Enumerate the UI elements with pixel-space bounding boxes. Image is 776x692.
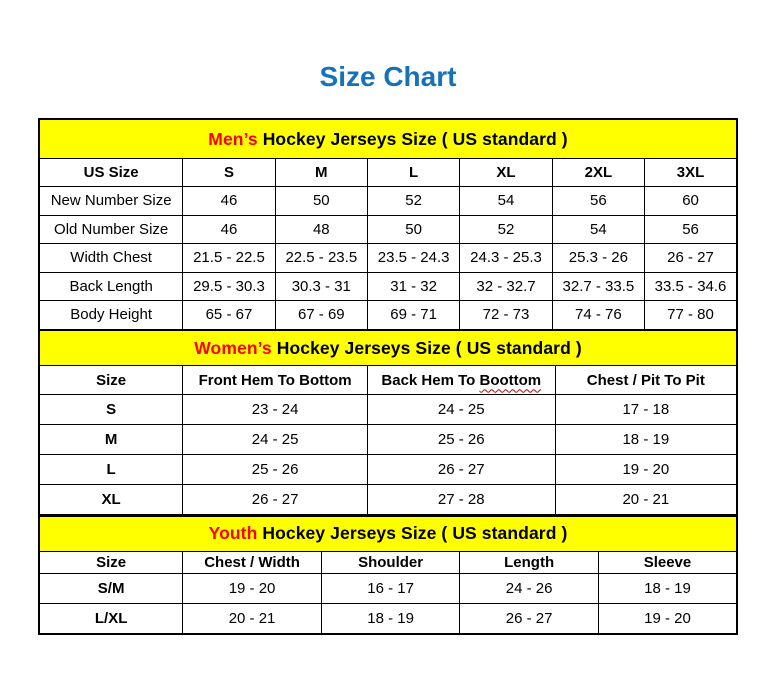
data-cell: 67 - 69: [275, 301, 367, 330]
youth-col-header: Length: [460, 551, 599, 573]
misspelled-word-squiggle: Boottom: [479, 371, 542, 389]
data-cell: 26 - 27: [367, 455, 555, 485]
womens-size-table: [38, 329, 738, 516]
data-cell: 21.5 - 22.5: [183, 244, 275, 273]
data-cell: 24 - 25: [183, 425, 368, 455]
data-cell: 20 - 21: [555, 485, 737, 516]
mens-col-header: S: [183, 159, 275, 187]
data-cell: 18 - 19: [555, 425, 737, 455]
data-cell: 46: [183, 215, 275, 244]
data-cell: 19 - 20: [183, 573, 322, 603]
row-label: S/M: [39, 573, 183, 603]
data-cell: 32.7 - 33.5: [552, 272, 644, 301]
row-label: Body Height: [39, 301, 183, 330]
mens-banner-highlight: Men’s: [208, 128, 258, 149]
data-cell: 46: [183, 187, 275, 216]
womens-col-header: Chest / Pit To Pit: [555, 366, 737, 395]
table-row: [39, 603, 737, 634]
data-cell: 26 - 27: [645, 244, 737, 273]
data-cell: 69 - 71: [367, 301, 459, 330]
mens-col-header: M: [275, 159, 367, 187]
youth-banner-row: [39, 516, 737, 552]
womens-header-row: [39, 366, 737, 395]
womens-col-header: Front Hem To Bottom: [183, 366, 368, 395]
mens-banner-row: [39, 119, 737, 159]
data-cell: 24.3 - 25.3: [460, 244, 552, 273]
data-cell: 77 - 80: [645, 301, 737, 330]
data-cell: 31 - 32: [367, 272, 459, 301]
table-row: [39, 301, 737, 330]
youth-col-header: Size: [39, 551, 183, 573]
data-cell: 23.5 - 24.3: [367, 244, 459, 273]
row-label: Back Length: [39, 272, 183, 301]
data-cell: 24 - 25: [367, 395, 555, 425]
row-label: L/XL: [39, 603, 183, 634]
data-cell: 17 - 18: [555, 395, 737, 425]
table-row: [39, 187, 737, 216]
data-cell: 22.5 - 23.5: [275, 244, 367, 273]
row-label: L: [39, 455, 183, 485]
row-label: Old Number Size: [39, 215, 183, 244]
data-cell: 26 - 27: [183, 485, 368, 516]
data-cell: 65 - 67: [183, 301, 275, 330]
data-cell: 18 - 19: [321, 603, 460, 634]
data-cell: 25 - 26: [367, 425, 555, 455]
mens-col-header: 3XL: [645, 159, 737, 187]
data-cell: 48: [275, 215, 367, 244]
table-row: [39, 455, 737, 485]
size-chart-container: [38, 0, 738, 635]
womens-banner-text: Hockey Jerseys Size ( US standard ): [276, 337, 582, 358]
data-cell: 56: [552, 187, 644, 216]
data-cell: 18 - 19: [598, 573, 737, 603]
data-cell: 32 - 32.7: [460, 272, 552, 301]
table-row: [39, 215, 737, 244]
mens-banner-text: Hockey Jerseys Size ( US standard ): [262, 128, 568, 149]
row-label: XL: [39, 485, 183, 516]
mens-col-header: L: [367, 159, 459, 187]
table-row: [39, 425, 737, 455]
youth-banner-text: Hockey Jerseys Size ( US standard ): [262, 523, 568, 543]
data-cell: 52: [367, 187, 459, 216]
mens-col-header: US Size: [39, 159, 183, 187]
youth-banner-highlight: Youth: [208, 523, 258, 543]
table-row: [39, 244, 737, 273]
data-cell: 24 - 26: [460, 573, 599, 603]
data-cell: 54: [460, 187, 552, 216]
data-cell: 19 - 20: [555, 455, 737, 485]
data-cell: 50: [367, 215, 459, 244]
womens-col-header-back-hem: Back Hem To: [381, 371, 476, 389]
data-cell: 50: [275, 187, 367, 216]
row-label: S: [39, 395, 183, 425]
data-cell: 19 - 20: [598, 603, 737, 634]
data-cell: 29.5 - 30.3: [183, 272, 275, 301]
page-title: Size Chart: [319, 61, 457, 92]
mens-section-banner: [39, 119, 737, 159]
data-cell: 60: [645, 187, 737, 216]
data-cell: 54: [552, 215, 644, 244]
row-label: New Number Size: [39, 187, 183, 216]
table-row: [39, 485, 737, 516]
youth-header-row: [39, 551, 737, 573]
mens-col-header: XL: [460, 159, 552, 187]
data-cell: 52: [460, 215, 552, 244]
data-cell: 25.3 - 26: [552, 244, 644, 273]
data-cell: 72 - 73: [460, 301, 552, 330]
row-label: Width Chest: [39, 244, 183, 273]
mens-col-header: 2XL: [552, 159, 644, 187]
youth-col-header: Sleeve: [598, 551, 737, 573]
youth-section-banner: [39, 516, 737, 552]
table-row: [39, 272, 737, 301]
data-cell: 33.5 - 34.6: [645, 272, 737, 301]
data-cell: 25 - 26: [183, 455, 368, 485]
data-cell: 16 - 17: [321, 573, 460, 603]
row-label: M: [39, 425, 183, 455]
data-cell: 20 - 21: [183, 603, 322, 634]
youth-col-header: Shoulder: [321, 551, 460, 573]
data-cell: 26 - 27: [460, 603, 599, 634]
womens-banner-row: [39, 330, 737, 366]
data-cell: 27 - 28: [367, 485, 555, 516]
youth-size-table: [38, 515, 738, 635]
mens-header-row: [39, 159, 737, 187]
table-row: [39, 573, 737, 603]
womens-col-header: [367, 366, 555, 395]
mens-size-table: [38, 118, 738, 331]
womens-section-banner: [39, 330, 737, 366]
data-cell: 74 - 76: [552, 301, 644, 330]
data-cell: 23 - 24: [183, 395, 368, 425]
data-cell: 30.3 - 31: [275, 272, 367, 301]
womens-banner-highlight: Women’s: [194, 337, 272, 358]
womens-col-header: Size: [39, 366, 183, 395]
data-cell: 56: [645, 215, 737, 244]
table-row: [39, 395, 737, 425]
youth-col-header: Chest / Width: [183, 551, 322, 573]
